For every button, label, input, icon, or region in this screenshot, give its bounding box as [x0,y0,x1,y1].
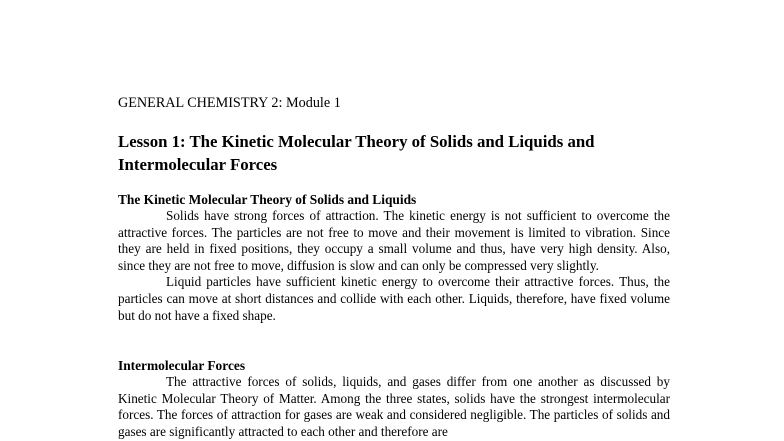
section-kinetic-molecular-theory [118,191,670,324]
section-intermolecular-forces [118,357,670,440]
paragraph-attractive-forces: The attractive forces of solids, liquids, and gases differ from one another as discussed by Kinetic Molecular Theory of Matter. Among the three states, solids have the strongest intermolecular forces. The forces of attraction for gases are weak and considered negligible. The particles of solids and gases are significantly attracted to each other and therefore are [118,374,670,439]
module-header: GENERAL CHEMISTRY 2: Module 1 [118,95,341,111]
section-heading: The Kinetic Molecular Theory of Solids and Liquids [118,192,417,207]
lesson-title: Lesson 1: The Kinetic Molecular Theory of Solids and Liquids and Intermolecular Forces [118,132,595,174]
section-heading: Intermolecular Forces [118,358,246,373]
paragraph-liquids: Liquid particles have sufficient kinetic energy to overcome their attractive forces. Thus, the particles can move at short distances and collide with each other. Liquids, therefore, have fixed volume but do not have a fixed shape. [118,274,670,323]
paragraph-solids: Solids have strong forces of attraction. The kinetic energy is not sufficient to overcome the attractive forces. The particles are not free to move and their movement is limited to vibration. Since they are held in fixed positions, they occupy a small volume and thus, have very high density. Also, since they are not free to move, diffusion is slow and can only be compressed very slightly. [118,208,670,273]
